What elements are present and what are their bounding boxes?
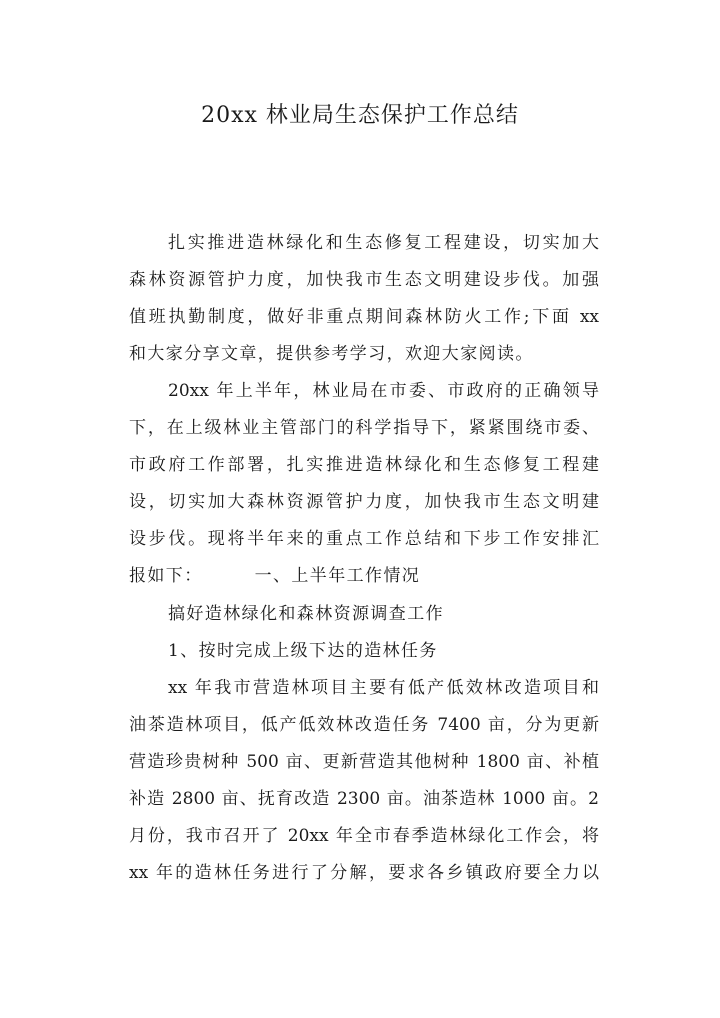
paragraph-line: 补造 2800 亩、抚育改造 2300 亩。油茶造林 1000 亩。2 [129, 789, 599, 809]
paragraph-line: 设，切实加大森林资源管护力度，加快我市生态文明建 [129, 492, 599, 512]
paragraph-line: 下，在上级林业主管部门的科学指导下，紧紧围绕市委、 [129, 418, 599, 438]
paragraph-line: 设步伐。现将半年来的重点工作总结和下步工作安排汇 [129, 529, 599, 549]
subsection-heading: 搞好造林绿化和森林资源调查工作 [168, 604, 444, 624]
paragraph-line: xx 年我市营造林项目主要有低产低效林改造项目和 [168, 678, 599, 698]
paragraph-line: 20xx 年上半年，林业局在市委、市政府的正确领导 [168, 381, 599, 401]
paragraph-line: xx 年的造林任务进行了分解，要求各乡镇政府要全力以 [129, 863, 599, 883]
paragraph-line: 月份，我市召开了 20xx 年全市春季造林绿化工作会，将 [129, 826, 599, 846]
paragraph-line: 市政府工作部署，扎实推进造林绿化和生态修复工程建 [129, 455, 599, 475]
item-heading: 1、按时完成上级下达的造林任务 [168, 641, 438, 661]
paragraph-line: 营造珍贵树种 500 亩、更新营造其他树种 1800 亩、补植 [129, 752, 599, 772]
paragraph-line: 森林资源管护力度，加快我市生态文明建设步伐。加强 [129, 270, 599, 290]
paragraph-line: 油茶造林项目，低产低效林改造任务 7400 亩，分为更新 [129, 715, 599, 735]
paragraph-line: 和大家分享文章，提供参考学习，欢迎大家阅读。 [129, 344, 534, 364]
paragraph-line-start: 报如下： [129, 566, 203, 586]
document-title: 20xx 林业局生态保护工作总结 [201, 103, 519, 128]
paragraph-line: 值班执勤制度，做好非重点期间森林防火工作;下面 xx [129, 307, 599, 327]
section-heading: 一、上半年工作情况 [254, 566, 421, 586]
paragraph-line [129, 562, 599, 590]
paragraph-line: 扎实推进造林绿化和生态修复工程建设，切实加大 [168, 233, 599, 253]
